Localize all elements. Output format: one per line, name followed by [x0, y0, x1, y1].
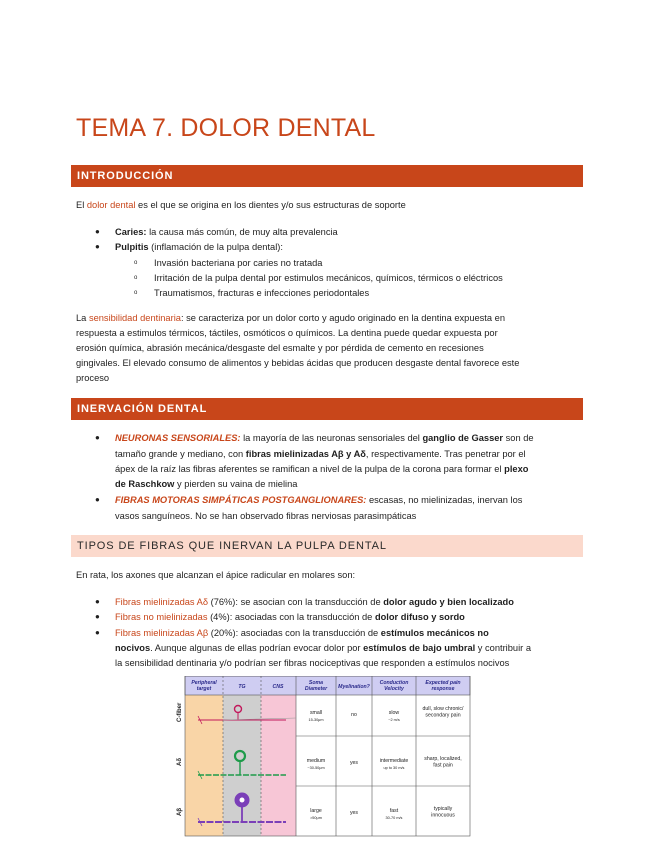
bullet-icon: ●	[95, 433, 100, 442]
bullet-icon: ●	[95, 628, 100, 637]
bullet-icon: ●	[95, 612, 100, 621]
section-header-inervacion: INERVACIÓN DENTAL	[71, 398, 583, 420]
sub-bullet-icon: o	[134, 290, 138, 296]
cell-soma: small	[309, 710, 323, 716]
cell-velocity-sub: 30-70 m/s	[385, 816, 403, 820]
cell-velocity: intermediate	[379, 758, 409, 764]
row-label-c-fiber: C-fiber	[177, 702, 183, 722]
list-item-line: tamaño grande y mediano, con fibras mielinizadas Aβ y Aδ, respectivamente. Tras penetrar por el	[115, 449, 526, 459]
cell-myelin: no	[351, 712, 357, 718]
bullet-icon: ●	[95, 227, 100, 236]
cell-velocity: slow	[388, 710, 400, 716]
sub-bullet-icon: o	[134, 260, 138, 266]
cell-velocity-sub: up to 30 m/s	[383, 766, 405, 770]
list-item-caries: Caries: la causa más común, de muy alta prevalencia	[115, 227, 338, 237]
sub-item: Traumatismos, fracturas e infecciones periodontales	[154, 288, 370, 298]
list-item-c-fibers: Fibras no mielinizadas (4%): asociadas con la transducción de dolor difuso y sordo	[115, 612, 465, 622]
cell-myelin: yes	[349, 810, 359, 816]
list-item-line: la sensibilidad dentinaria y/o podrían ser fibras nociceptivas que responden a estímulos nocivos	[115, 658, 510, 668]
cell-soma-sub: ~30-50μm	[307, 766, 325, 770]
row-label-adelta: Aδ	[177, 758, 183, 766]
list-item-line: de Raschkow y pierden su vaina de mielina	[115, 479, 298, 489]
bullet-icon: ●	[95, 597, 100, 606]
header-tg: TG	[238, 684, 246, 690]
list-item-line: vasos sanguíneos. No se han observado fibras nerviosas parasimpáticas	[115, 511, 417, 521]
list-item-fibras-motoras: FIBRAS MOTORAS SIMPÁTICAS POSTGANGLIONARES: escasas, no mielinizadas, inervan los	[115, 495, 523, 505]
cell-pain: dull, slow chronic/ secondary pain	[422, 706, 464, 719]
header-conduction-velocity: Conduction Velocity	[379, 680, 409, 692]
list-item-abeta: Fibras mielinizadas Aβ (20%): asociadas con la transducción de estímulos mecánicos no	[115, 628, 489, 638]
header-myelination: Myelination?	[338, 684, 370, 690]
cell-soma-sub: >50μm	[310, 816, 322, 820]
section-header-introduccion: INTRODUCCIÓN	[71, 165, 583, 187]
term-sensibilidad-dentinaria: sensibilidad dentinaria	[88, 313, 181, 323]
row-label-abeta: Aβ	[177, 808, 183, 816]
intro-paragraph: El dolor dental es el que se origina en los dientes y/o sus estructuras de soporte	[76, 200, 406, 210]
bullet-icon: ●	[95, 495, 100, 504]
list-item-neuronas: NEURONAS SENSORIALES: la mayoría de las neuronas sensoriales del ganglio de Gasser son de	[115, 433, 534, 443]
cell-soma-sub: 15-30μm	[308, 718, 324, 722]
cell-velocity: fast	[389, 808, 399, 814]
sub-item: Irritación de la pulpa dental por estimulos mecánicos, químicos, térmicos o eléctricos	[154, 273, 503, 283]
term-dolor-dental: dolor dental	[86, 200, 136, 210]
cell-myelin: yes	[349, 760, 359, 766]
cell-soma: medium	[306, 758, 326, 764]
cell-pain: sharp, localized, fast pain	[424, 756, 462, 769]
paragraph-line: respuesta a estimulos térmicos, táctiles, osmóticos o químicos. La dentina puede quedar expuesta por	[76, 328, 498, 338]
list-item-line: nocivos. Aunque algunas de ellas podrían evocar dolor por estímulos de bajo umbral y contribuir a	[115, 643, 532, 653]
header-peripheral-target: Peripheral target	[191, 680, 217, 692]
list-item-pulpitis: Pulpitis (inflamación de la pulpa dental):	[115, 242, 283, 252]
bullet-icon: ●	[95, 242, 100, 251]
fiber-types-figure	[176, 676, 472, 838]
header-soma-diameter: Soma Diameter	[304, 680, 328, 692]
peripheral-target-column	[185, 676, 223, 836]
cell-pain: typically innocuous	[431, 806, 455, 819]
cell-velocity-sub: ~2 m/s	[388, 718, 400, 722]
tipos-intro: En rata, los axones que alcanzan el ápice radicular en molares son:	[76, 570, 356, 580]
paragraph-sensibilidad: La sensibilidad dentinaria: se caracteriza por un dolor corto y agudo originado en la dentina expuesta en	[76, 313, 505, 323]
header-expected-pain: Expected pain response	[425, 680, 461, 692]
list-item-line: ápex de la raíz las fibras aferentes se ramifican a nivel de la pulpa de la corona para formar el plexo	[115, 464, 529, 474]
cns-column	[261, 676, 296, 836]
sub-item: Invasión bacteriana por caries no tratada	[154, 258, 323, 268]
page-title: TEMA 7. DOLOR DENTAL	[76, 114, 376, 142]
paragraph-line: gingivales. El elevado consumo de alimentos y bebidas ácidas que producen desgaste dental favorece este	[76, 358, 520, 368]
section-header-tipos: TIPOS DE FIBRAS QUE INERVAN LA PULPA DENTAL	[71, 535, 583, 557]
list-item-adelta: Fibras mielinizadas Aδ (76%): se asocian con la transducción de dolor agudo y bien localizado	[115, 597, 514, 607]
paragraph-line: proceso	[76, 373, 110, 383]
sub-bullet-icon: o	[134, 275, 138, 281]
cell-soma: large	[310, 808, 322, 814]
paragraph-line: erosión química, abrasión mecánica/desgaste del esmalte y por pérdida de cemento en recesiones	[76, 343, 484, 353]
header-cns: CNS	[272, 684, 284, 690]
